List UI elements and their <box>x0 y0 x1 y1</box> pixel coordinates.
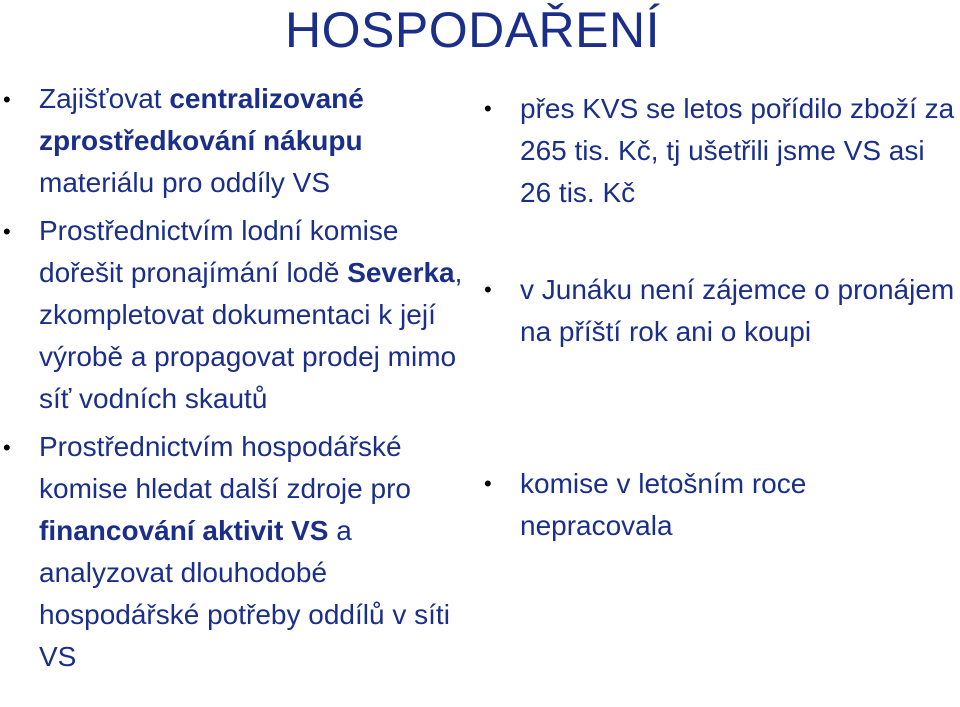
bullet-icon: • <box>3 435 11 460</box>
right-item-text: komise v letošním roce nepracovala <box>520 468 807 541</box>
right-item-text: přes KVS se letos pořídilo zboží za 265 tis. Kč, tj ušetřili jsme VS asi 26 tis. Kč <box>520 93 955 208</box>
slide-title: HOSPODAŘENÍ <box>285 2 661 58</box>
left-item-text: Prostřednictvím hospodářské komise hledat další zdroje pro <box>39 431 411 504</box>
left-item-text: Zajišťovat <box>39 83 170 114</box>
right-item-text: v Junáku není zájemce o pronájem na příští rok ani o koupi <box>520 274 955 347</box>
right-bullet-item <box>484 269 960 353</box>
left-bullet-item <box>3 426 473 678</box>
bullet-icon: • <box>3 87 11 112</box>
bullet-icon: • <box>3 219 11 244</box>
left-bullet-list <box>3 78 473 684</box>
left-bullet-item <box>3 78 473 204</box>
bullet-icon: • <box>484 96 492 121</box>
left-item-emphasis: financování aktivit VS <box>39 515 329 546</box>
left-item-text: Prostřednictvím lodní komise dořešit pronajímání lodě <box>39 215 399 288</box>
right-bullet-item <box>484 88 960 214</box>
left-item-text: materiálu pro oddíly VS <box>39 167 331 198</box>
right-bullet-item <box>484 463 960 547</box>
left-item-emphasis: Severka <box>347 257 455 288</box>
right-bullet-list <box>484 88 960 547</box>
bullet-icon: • <box>484 471 492 496</box>
bullet-icon: • <box>484 277 492 302</box>
left-item-text: , zkompletovat dokumentaci k její výrobě a propagovat prodej mimo síť vodních skautů <box>39 257 463 414</box>
left-bullet-item <box>3 210 473 420</box>
left-item-emphasis: centralizované zprostředkování nákupu <box>39 83 364 156</box>
left-item-text: a analyzovat dlouhodobé hospodářské potřeby oddílů v síti VS <box>39 515 450 672</box>
